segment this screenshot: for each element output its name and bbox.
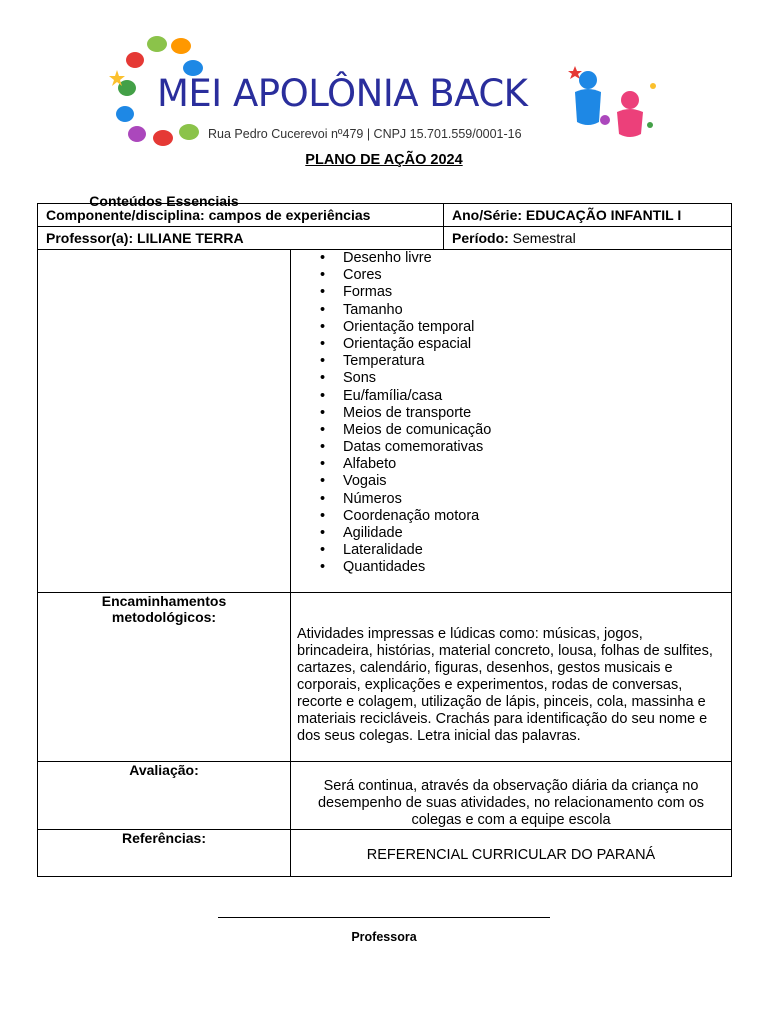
list-item: • Eu/família/casa bbox=[343, 388, 731, 405]
page-title: PLANO DE AÇÃO 2024 bbox=[305, 152, 463, 168]
referencias-label-cell bbox=[38, 830, 291, 877]
conteudos-label: Conteúdos Essenciais bbox=[89, 193, 239, 209]
table-row bbox=[38, 227, 732, 250]
encaminhamentos-label-line2: metodológicos: bbox=[111, 609, 217, 625]
table-row bbox=[38, 593, 732, 762]
table-row bbox=[38, 762, 732, 830]
ano-label: Ano/Série: bbox=[452, 207, 523, 223]
list-item: • Números bbox=[343, 491, 731, 508]
school-name: MEI APOLÔNIA BACK bbox=[157, 72, 528, 115]
ano-value: EDUCAÇÃO INFANTIL I bbox=[525, 207, 682, 223]
list-item: • Sons bbox=[343, 370, 731, 387]
encaminhamentos-cell bbox=[291, 593, 732, 762]
list-item: • Lateralidade bbox=[343, 542, 731, 559]
ano-cell bbox=[444, 204, 732, 227]
encaminhamentos-text: Atividades impressas e lúdicas como: músicas, jogos, brincadeira, histórias, material concreto, lousa, folhas de sulfites, cartazes, calendário, figuras, desenhos, gestos musicais e corporais, explicações e experimentos, rodas de conversas, recorte e colagem, utilização de lápis, pinceis, cola, massinha e materiais recicláveis. Crachás para identificação do seu nome e dos seus colegas. Letra inicial das palavras. bbox=[297, 626, 713, 744]
table-row bbox=[38, 250, 732, 593]
avaliacao-cell bbox=[291, 762, 732, 830]
list-item: • Cores bbox=[343, 267, 731, 284]
list-item: • Formas bbox=[343, 284, 731, 301]
professor-cell bbox=[38, 227, 444, 250]
referencias-cell bbox=[291, 830, 732, 877]
list-item: • Datas comemorativas bbox=[343, 439, 731, 456]
conteudos-list bbox=[291, 250, 731, 577]
list-item: • Temperatura bbox=[343, 353, 731, 370]
encaminhamentos-label-line1: Encaminhamentos bbox=[101, 593, 227, 609]
list-item: • Vogais bbox=[343, 473, 731, 490]
action-plan-table bbox=[37, 193, 732, 877]
signature-label: Professora bbox=[351, 930, 417, 944]
signature-line bbox=[218, 917, 550, 918]
periodo-value: Semestral bbox=[512, 230, 576, 246]
periodo-cell bbox=[444, 227, 732, 250]
list-item: • Agilidade bbox=[343, 525, 731, 542]
list-item: • Meios de comunicação bbox=[343, 422, 731, 439]
children-icon bbox=[575, 71, 656, 137]
periodo-label: Período: bbox=[452, 230, 509, 246]
avaliacao-text: Será continua, através da observação diária da criança no desempenho de suas atividades, no relacionamento com os colegas e com a equipe escola bbox=[317, 778, 705, 828]
list-item: • Desenho livre bbox=[343, 250, 731, 267]
componente-label: Componente/disciplina: campos de experiências bbox=[46, 207, 371, 223]
conteudos-cell bbox=[291, 250, 732, 593]
encaminhamentos-label-cell bbox=[38, 593, 291, 762]
list-item: • Alfabeto bbox=[343, 456, 731, 473]
school-logo bbox=[105, 30, 665, 150]
table-row bbox=[38, 830, 732, 877]
list-item: • Orientação espacial bbox=[343, 336, 731, 353]
referencias-label: Referências: bbox=[121, 830, 207, 846]
list-item: • Meios de transporte bbox=[343, 405, 731, 422]
list-item: • Quantidades bbox=[343, 559, 731, 576]
referencias-text: REFERENCIAL CURRICULAR DO PARANÁ bbox=[366, 847, 656, 863]
list-item: • Orientação temporal bbox=[343, 319, 731, 336]
avaliacao-label-cell bbox=[38, 762, 291, 830]
list-item: • Coordenação motora bbox=[343, 508, 731, 525]
avaliacao-label: Avaliação: bbox=[129, 762, 199, 778]
school-address: Rua Pedro Cucerevoi nº479 | CNPJ 15.701.559/0001-16 bbox=[208, 127, 522, 141]
list-item: • Tamanho bbox=[343, 302, 731, 319]
professor-label: Professor(a): LILIANE TERRA bbox=[46, 230, 244, 246]
